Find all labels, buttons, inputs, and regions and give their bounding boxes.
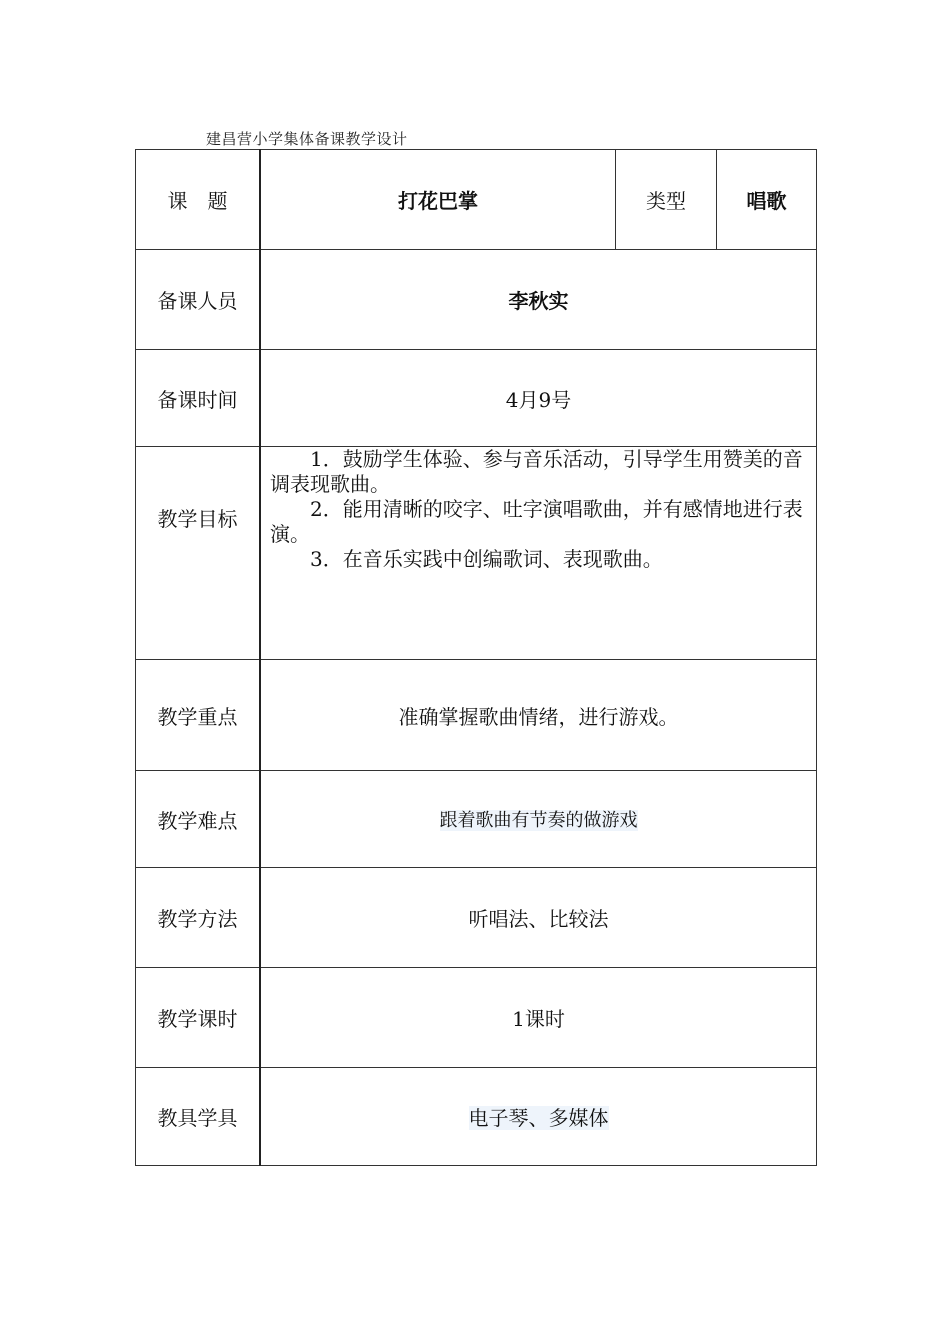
prep-time-value: 4月9号: [260, 350, 817, 447]
row-key-points: [136, 660, 817, 771]
type-value: 唱歌: [717, 150, 817, 250]
lesson-plan-table: [135, 149, 817, 1166]
row-objectives: [136, 447, 817, 660]
difficulties-label: 教学难点: [136, 771, 261, 868]
methods-label: 教学方法: [136, 868, 261, 968]
objective-item: 3．在音乐实践中创编歌词、表现歌曲。: [310, 547, 663, 571]
topic-value: 打花巴掌: [260, 150, 616, 250]
objective-item: 1．鼓励学生体验、参与音乐活动，引导学生用赞美的音调表现歌曲。: [270, 447, 803, 496]
preparer-value: 李秋实: [260, 250, 817, 350]
row-prep-time: [136, 350, 817, 447]
key-points-value: 准确掌握歌曲情绪，进行游戏。: [260, 660, 817, 771]
hours-value: 1课时: [260, 968, 817, 1068]
objectives-label: 教学目标: [136, 447, 261, 660]
key-points-label: 教学重点: [136, 660, 261, 771]
tools-cell: [260, 1068, 817, 1166]
document-title: 建昌营小学集体备课教学设计: [206, 130, 408, 148]
preparer-label: 备课人员: [136, 250, 261, 350]
difficulties-cell: [260, 771, 817, 868]
type-label: 类型: [616, 150, 717, 250]
hours-label: 教学课时: [136, 968, 261, 1068]
objective-item: 2．能用清晰的咬字、吐字演唱歌曲，并有感情地进行表演。: [270, 497, 803, 546]
row-methods: [136, 868, 817, 968]
methods-value: 听唱法、比较法: [260, 868, 817, 968]
difficulties-value: 跟着歌曲有节奏的做游戏: [439, 810, 638, 831]
row-difficulties: [136, 771, 817, 868]
objectives-list: [260, 447, 817, 660]
tools-value: 电子琴、多媒体: [468, 1106, 609, 1130]
row-preparer: [136, 250, 817, 350]
row-topic: [136, 150, 817, 250]
row-tools: [136, 1068, 817, 1166]
row-hours: [136, 968, 817, 1068]
tools-label: 教具学具: [136, 1068, 261, 1166]
topic-label: 课 题: [136, 150, 261, 250]
prep-time-label: 备课时间: [136, 350, 261, 447]
